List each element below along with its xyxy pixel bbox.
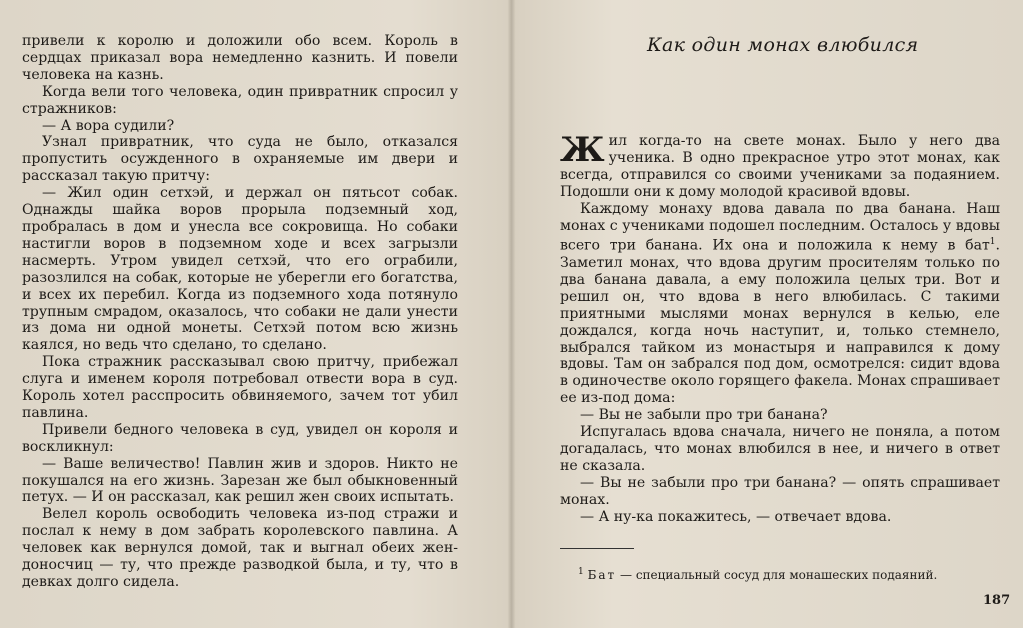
left-page-text	[22, 33, 458, 591]
paragraph: Велел король освободить человека из-под стражи и послал к нему в дом забрать королевского павлина. А человек как вернулся домой, так и выгнал обеих жен-доносчиц — ту, что прежде разводкой была, и ту, что в девках долго сидела.	[22, 506, 458, 590]
left-page	[0, 0, 510, 628]
paragraph	[560, 201, 1000, 408]
footnote-text: — специальный сосуд для монашеских подаяний.	[616, 568, 938, 582]
paragraph: Испугалась вдова сначала, ничего не поняла, а потом догадалась, что монах влюбился в нее, и ничего в ответ не сказала.	[560, 424, 1000, 474]
paragraph-text: Каждому монаху вдова давала по два банана. Наш монах с учениками подошел последним. Осталось у вдовы всего три банана. Их она и положила к нему в бат	[560, 200, 1000, 255]
paragraph: — А ну-ка покажитесь, — отвечает вдова.	[580, 508, 892, 525]
right-page-text	[560, 130, 1000, 526]
page-number: 187	[983, 593, 1011, 608]
footnote	[578, 567, 998, 582]
paragraph: — Жил один сетхэй, и держал он пятьсот собак. Однажды шайка воров прорыла подземный ход, пробралась в дом и унесла все сокровища. Но собаки настигли воров в подземном ходе и всех загрызли насмерть. Утром увидел сетхэй, что его ограбили, разозлился на собак, которые не уберегли его богатства, и всех их перебил. Когда из подземного хода потянуло трупным смрадом, оказалось, что собаки не дали унести из дома ни одной монеты. Сетхэй потом всю жизнь каялся, но ведь что сделано, то сделано.	[22, 185, 458, 354]
footnote-divider	[560, 548, 634, 549]
footnote-term: Бат	[587, 568, 617, 582]
paragraph	[560, 130, 1000, 201]
drop-cap: Ж	[560, 130, 605, 170]
paragraph: Пока стражник рассказывал свою притчу, прибежал слуга и именем короля потребовал отвести вора в суд. Король хотел расспросить обвиняемого, зачем тот убил павлина.	[22, 354, 458, 421]
footnote-mark: 1	[578, 567, 584, 577]
footnote-reference: 1	[989, 237, 996, 248]
paragraph-text: ил когда-то на свете монах. Было у него два ученика. В одно прекрасное утро этот монах, как всегда, отправился со своими учениками за подаянием. Подошли они к дому молодой красивой вдовы.	[560, 133, 1000, 200]
paragraph: Привели бедного человека в суд, увидел он короля и воскликнул:	[22, 421, 458, 455]
paragraph: привели к королю и доложили обо всем. Король в сердцах приказал вора немедленно казнить. И повели человека на казнь.	[22, 33, 458, 83]
right-page	[512, 0, 1023, 628]
story-title: Как один монах влюбился	[647, 34, 919, 56]
paragraph: Узнал привратник, что суда не было, отказался пропустить осужденного в охраняемые им двери и рассказал такую притчу:	[22, 134, 458, 185]
paragraph: Когда вели того человека, один привратник спросил у стражников:	[22, 83, 458, 117]
paragraph: — Ваше величество! Павлин жив и здоров. Никто не покушался на его жизнь. Зарезан же был обыкновенный петух. — И он рассказал, как решил жен своих испытать.	[22, 455, 458, 506]
paragraph: — Вы не забыли про три банана?	[580, 407, 828, 424]
paragraph: — А вора судили?	[42, 117, 175, 134]
paragraph: — Вы не забыли про три банана? — опять спрашивает монах.	[560, 474, 1000, 508]
paragraph-text: . Заметил монах, что вдова другим просителям только по два банана давала, а ему положила целых три. Вот и решил он, что вдова в него влюбилась. С такими приятными мыслями монах вернулся в келью, еле дождался, когда ночь наступит, и, только стемнело, выбрался тайком из монастыря и направился к дому вдовы. Там он забрался под дом, осмотрелся: сидит вдова в одиночестве около горящего факела. Монах спрашивает ее из-под дома:	[560, 238, 1000, 407]
